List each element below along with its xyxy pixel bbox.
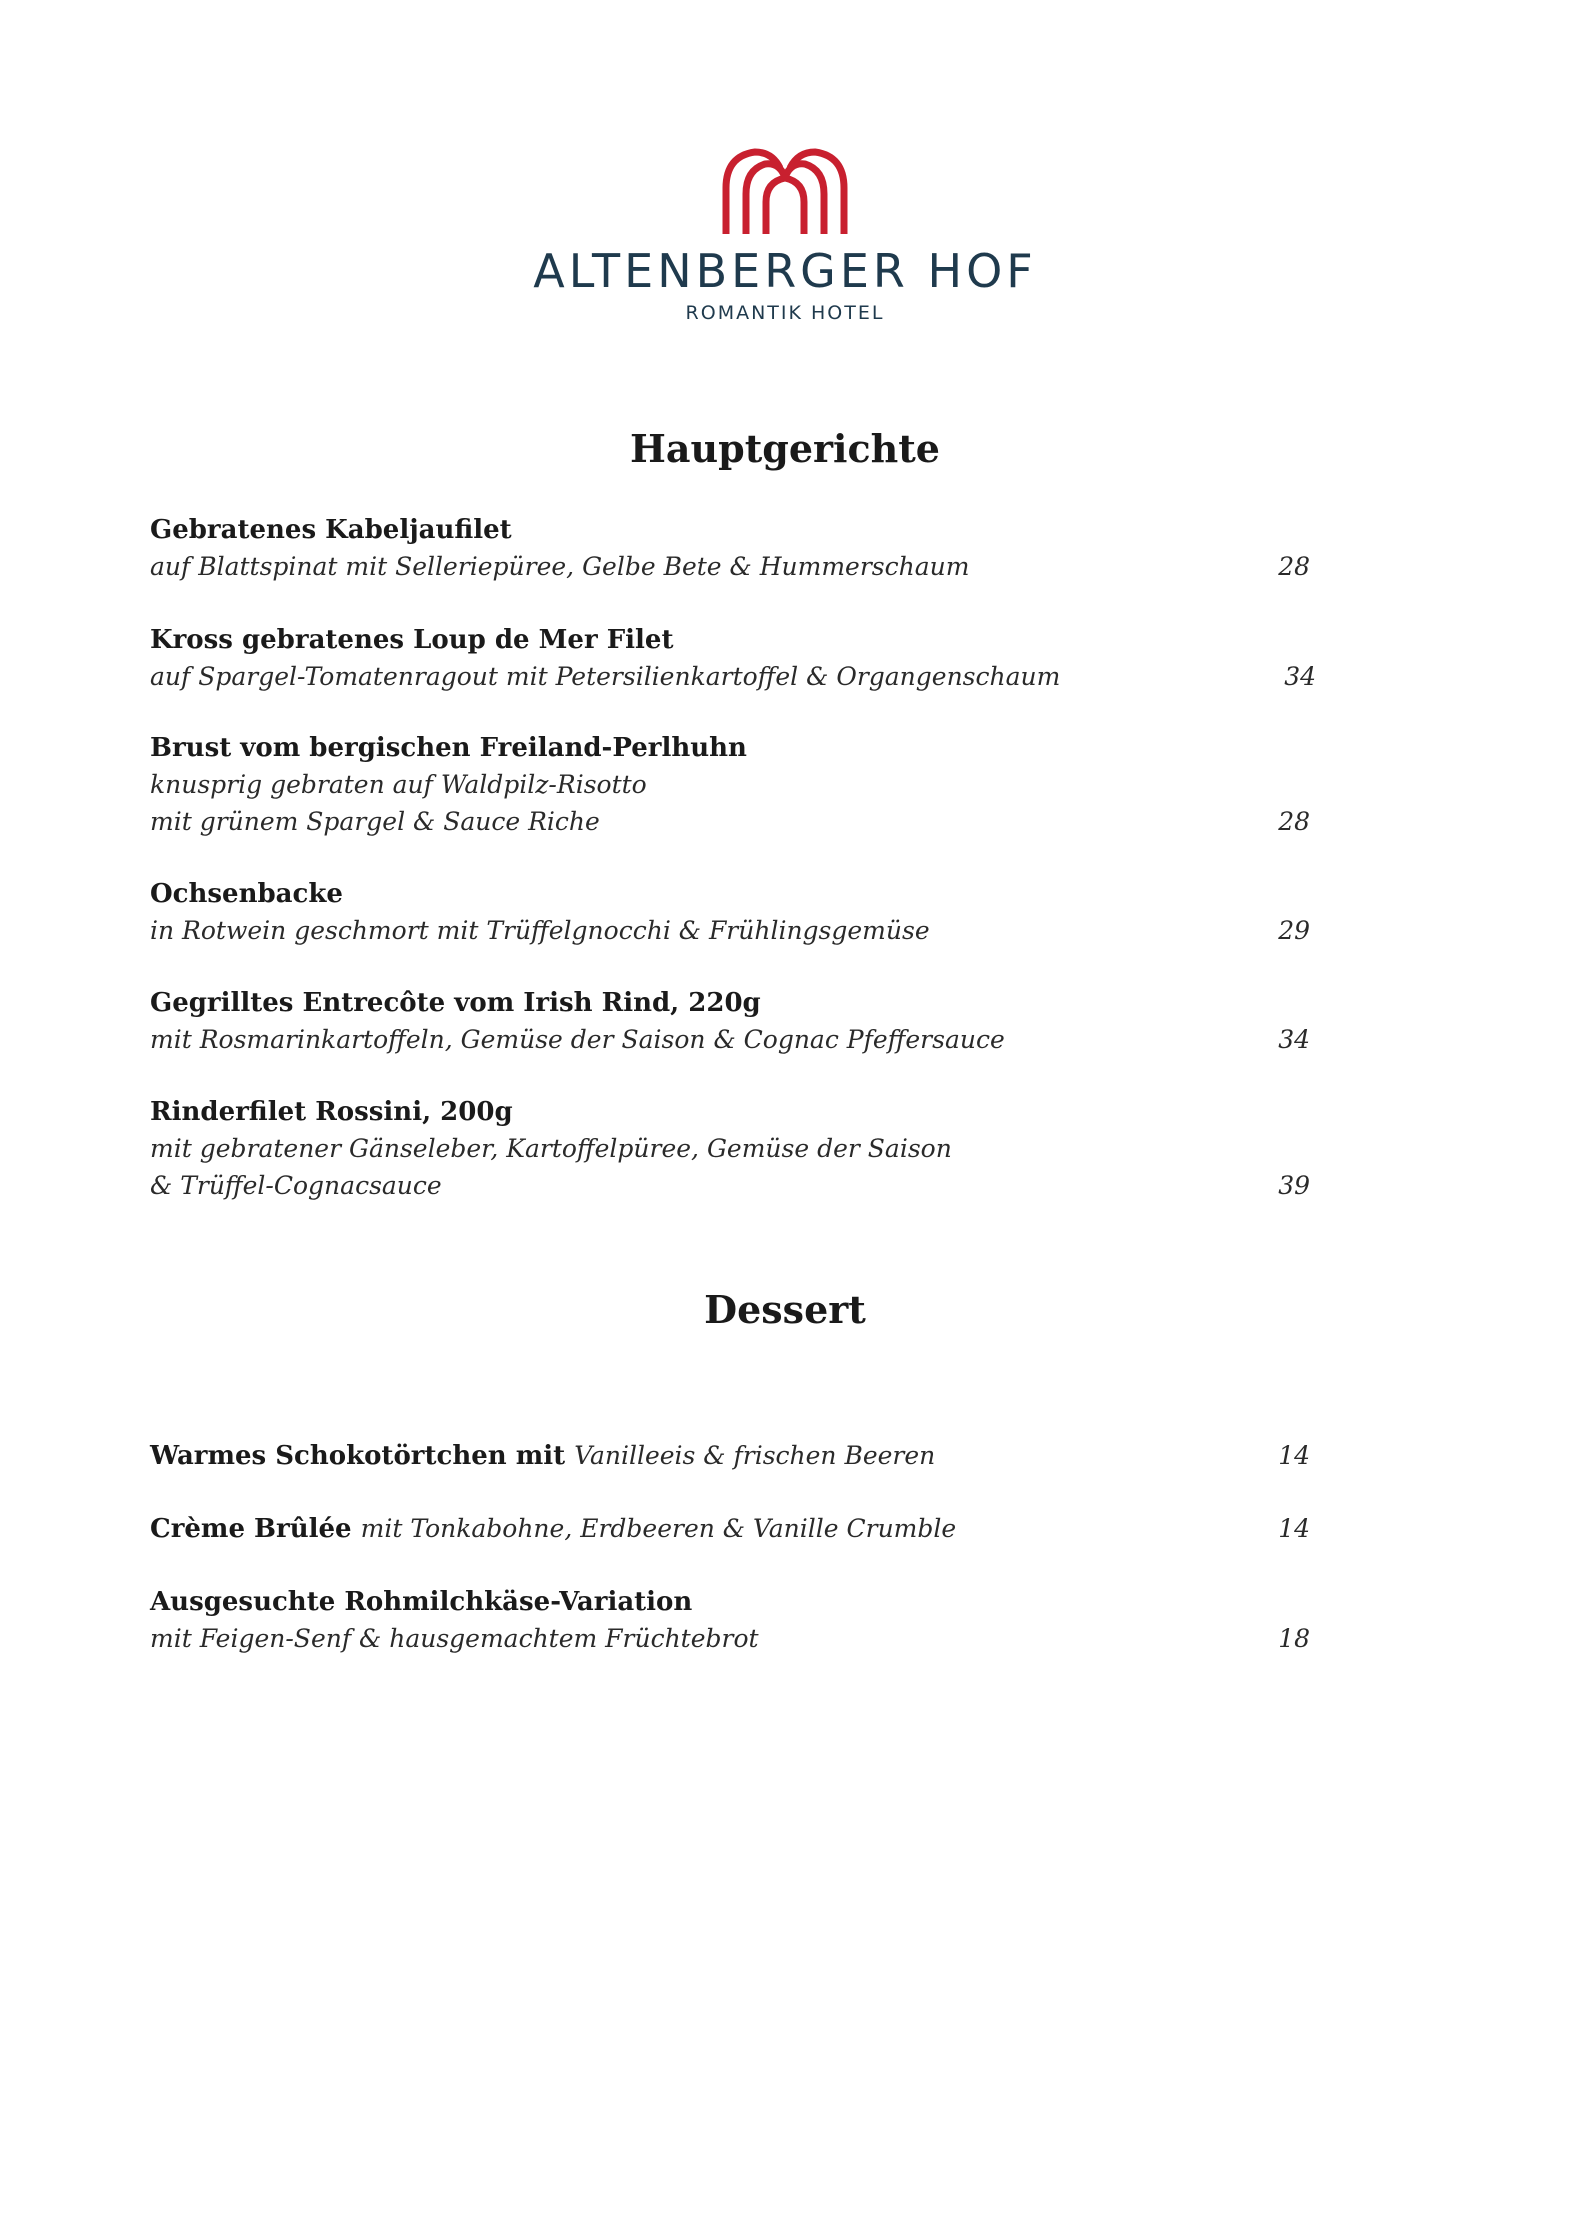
- menu-item: [150, 985, 1310, 1058]
- menu-item-price: 18: [1278, 1624, 1310, 1653]
- menu-item-price: 28: [1278, 807, 1310, 836]
- menu-item-description: auf Spargel-Tomatenragout mit Petersilienkartoffel & Organgenschaum: [150, 662, 1061, 691]
- menu-item-price: 14: [1278, 1441, 1310, 1470]
- menu-item: [150, 1438, 1310, 1474]
- menu-item-name: Crème Brûlée: [150, 1514, 352, 1544]
- menu-item-price: 14: [1278, 1514, 1310, 1543]
- hotel-name: ALTENBERGER HOF: [533, 244, 1037, 298]
- menu-item: [150, 622, 1316, 695]
- menu-item-name: Brust vom bergischen Freiland-Perlhuhn: [150, 733, 747, 763]
- menu-item: [150, 512, 1310, 585]
- menu-item-price: 29: [1278, 916, 1310, 945]
- menu-item-price: 28: [1278, 552, 1310, 581]
- menu-item-description: mit Tonkabohne, Erdbeeren & Vanille Crumble: [360, 1514, 957, 1543]
- menu-item-price: 34: [1278, 1025, 1310, 1054]
- menu-item-name: Gegrilltes Entrecôte vom Irish Rind, 220g: [150, 988, 761, 1018]
- menu-item-description: knusprig gebraten auf Waldpilz-Risotto: [150, 770, 647, 799]
- menu-item-price: 39: [1278, 1171, 1310, 1200]
- menu-item: [150, 1584, 1310, 1657]
- cathedral-arches-logo-icon: [720, 148, 850, 234]
- menu-item-name: Warmes Schokotörtchen mit: [150, 1441, 566, 1471]
- menu-item: [150, 876, 1310, 949]
- menu-item-name: Rinderfilet Rossini, 200g: [150, 1097, 513, 1127]
- menu-item-description: mit grünem Spargel & Sauce Riche: [150, 807, 600, 836]
- menu-item-name: Ausgesuchte Rohmilchkäse-Variation: [150, 1587, 693, 1617]
- menu-item-description: auf Blattspinat mit Selleriepüree, Gelbe Bete & Hummerschaum: [150, 552, 970, 581]
- menu-item-description: Vanilleeis & frischen Beeren: [574, 1441, 936, 1470]
- menu-item-description: mit Rosmarinkartoffeln, Gemüse der Saison & Cognac Pfeffersauce: [150, 1025, 1005, 1054]
- menu-item: [150, 1094, 1310, 1204]
- section-title-main-courses: Hauptgerichte: [630, 426, 940, 471]
- menu-item-price: 34: [1284, 662, 1316, 691]
- menu-item-name: Ochsenbacke: [150, 879, 343, 909]
- menu-item-name: Gebratenes Kabeljaufilet: [150, 515, 512, 545]
- section-title-dessert: Dessert: [704, 1287, 866, 1332]
- menu-item-name: Kross gebratenes Loup de Mer Filet: [150, 625, 674, 655]
- hotel-logo: [0, 148, 1570, 323]
- menu-item-description: & Trüffel-Cognacsauce: [150, 1171, 442, 1200]
- menu-item-description: mit gebratener Gänseleber, Kartoffelpüree, Gemüse der Saison: [150, 1134, 952, 1163]
- menu-item-row: [150, 1438, 1310, 1474]
- menu-item-row: [150, 1511, 1310, 1547]
- menu-item-description: mit Feigen-Senf & hausgemachtem Früchtebrot: [150, 1624, 759, 1653]
- menu-item: [150, 730, 1310, 840]
- menu-item: [150, 1511, 1310, 1547]
- menu-item-description: in Rotwein geschmort mit Trüffelgnocchi & Frühlingsgemüse: [150, 916, 930, 945]
- hotel-subtitle: ROMANTIK HOTEL: [685, 302, 885, 324]
